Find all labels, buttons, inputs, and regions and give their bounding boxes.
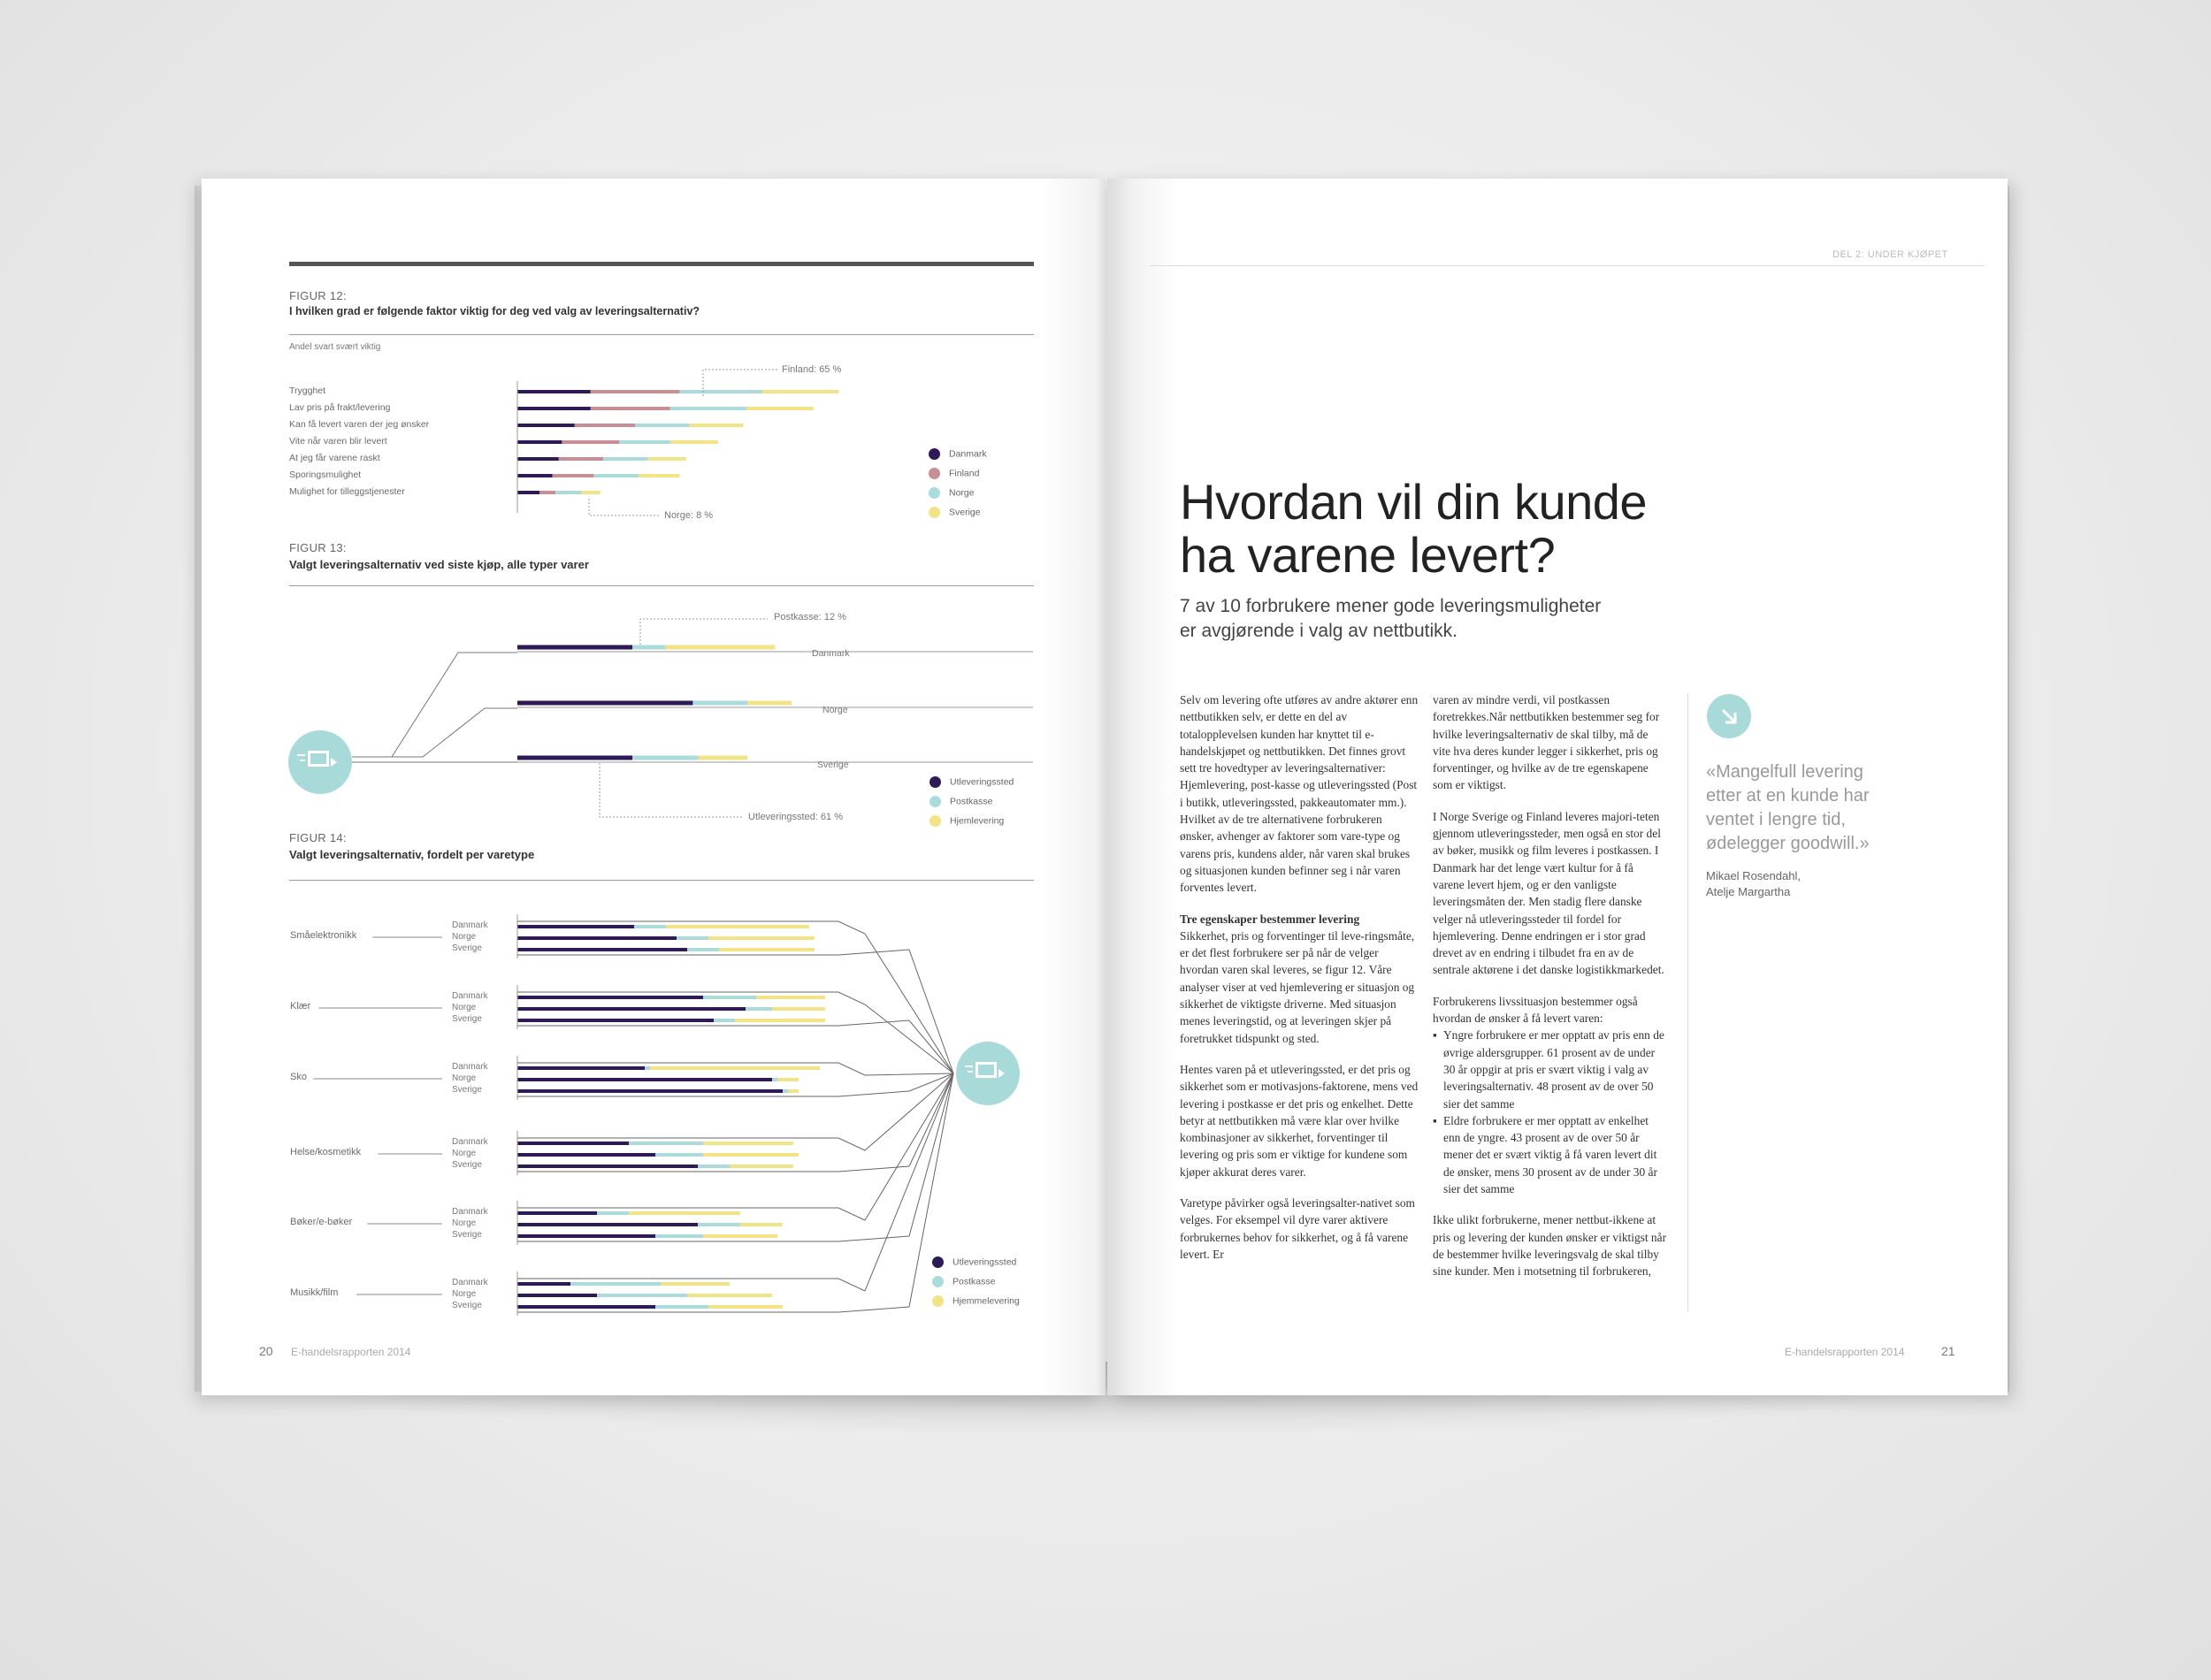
fig14-bar-postkasse <box>783 1089 788 1093</box>
fig14-bar-utleveringssted <box>517 948 687 951</box>
fig14-country-label: Sverige <box>452 1160 482 1170</box>
fig14-country-label: Sverige <box>452 1230 482 1240</box>
fig14-bar-postkasse <box>597 1211 629 1215</box>
fig13-label: FIGUR 13: <box>289 541 347 554</box>
fig12-subtitle: Andel svart svært viktig <box>289 342 381 352</box>
fig14-country-label: Sverige <box>452 1085 482 1095</box>
paragraph: varen av mindre verdi, vil postkassen foretrekkes.Når nettbutikken bestemmer seg for hvilke leveringsalternativ de skal tilby, må de vite hva deres kunder legger i sikkerhet, pris og forventinger, og hvilke av de tre egenskapene som er viktigst. <box>1433 693 1660 792</box>
fig14-connector <box>517 1020 953 1073</box>
fig14-bar-utleveringssted <box>517 1282 570 1286</box>
fig12-label: FIGUR 12: <box>289 289 347 302</box>
right-page <box>1107 179 2008 1395</box>
fig13-callout-top: Postkasse: 12 % <box>774 612 846 622</box>
fig14-connector <box>517 1073 953 1172</box>
quote-author-org: Atelje Margartha <box>1706 885 1791 898</box>
fig14-bar-hjemmelevering <box>708 936 815 940</box>
paragraph: Sikkerhet, pris og forventinger til leve-ringsmåte, er det flest forbrukere ser på når de velger hvordan varen skal leveres, se figur 12. Våre analyser viser at ved hjemlevering er situasjon og sikkerhet de viktigste driverne. Med situasjon menes leveringstid, og at leveringen skjer på foretrukket tidspunkt og sted. <box>1180 928 1415 1045</box>
bullet-item: ▪ Eldre forbrukere er mer opptatt av enkelhet enn de yngre. 43 prosent av de over 50 år mener det er svært viktig å få varen levert dit de ønsker, mens 30 prosent av de under 30 år sier det samme <box>1443 1112 1667 1197</box>
fig14-bar-hjemmelevering <box>661 1282 730 1286</box>
fig14-connector <box>517 1073 953 1150</box>
legend-text: Utleveringssted <box>950 776 1014 788</box>
delivery-truck-icon <box>956 1042 1020 1105</box>
paragraph: Ikke ulikt forbrukerne, mener nettbut-ikkene at pris og levering der kunden ønsker er viktigst når de bestemmer hvilke leveringsvalg de skal tilby sine kunder. Men i motsetning til forbrukeren, <box>1433 1213 1667 1279</box>
fig14-country-label: Danmark <box>452 991 488 1001</box>
fig14-country-label: Sverige <box>452 1301 482 1310</box>
fig14-country-label: Norge <box>452 1003 477 1012</box>
body-column-1 <box>1180 691 1419 1277</box>
legend-dot <box>932 1295 944 1307</box>
fig14-bar-hjemmelevering <box>730 1165 793 1168</box>
fig12-callout-top: Finland: 65 % <box>782 364 842 375</box>
fig14-group-label: Småelektronikk <box>290 930 357 941</box>
fig12-category-label: Lav pris på frakt/levering <box>289 402 391 413</box>
paragraph: Selv om levering ofte utføres av andre aktører enn nettbutikken selv, er dette en del av totalopplevelsen kunden har knyttet til e-handelskjøpet og nettbutikken. Det finnes grovt sett tre hovedtyper av leveringsalternativer: Hjemlevering, post-kasse og utleveringssted (Post i butikk, utleveringssted, pakkeautomater mm.). Hvilket av de tre alternativene forbrukeren ønsker, avhenger av faktorer som vare-type og varens pris, kundens alder, når varen skal brukes og situasjonen kunden befinner seg i når varen forventes levert. <box>1180 693 1419 895</box>
fig12-category-label: Mulighet for tilleggstjenester <box>289 486 405 497</box>
body-column-2 <box>1433 691 1667 1294</box>
fig14-bar-utleveringssted <box>517 1294 597 1297</box>
fig14-bar-postkasse <box>634 925 666 928</box>
fig14-connector <box>517 1073 953 1220</box>
fig14-bar-postkasse <box>746 1007 772 1011</box>
fig14-title: Valgt leveringsalternativ, fordelt per varetype <box>289 848 535 861</box>
fig14-country-label: Norge <box>452 1073 477 1083</box>
legend-dot <box>932 1256 944 1268</box>
legend-text: Hjemlevering <box>950 815 1005 827</box>
fig14-bar-hjemmelevering <box>756 996 825 999</box>
fig14-bar-postkasse <box>655 1234 703 1238</box>
legend-text: Sverige <box>949 507 981 518</box>
fig14-bar-hjemmelevering <box>687 1294 772 1297</box>
fig14-bar-postkasse <box>655 1305 708 1309</box>
fig14-bar-utleveringssted <box>517 1211 597 1215</box>
fig14-legend-utlevering <box>932 1256 1016 1268</box>
headline-line-2: ha varene levert? <box>1180 527 1556 583</box>
fig14-bar-hjemmelevering <box>788 1089 799 1093</box>
fig13-country-sverige: Sverige <box>817 760 849 770</box>
fig14-bar-utleveringssted <box>517 1223 698 1226</box>
fig13-country-norge: Norge <box>822 705 848 715</box>
fig14-bar-postkasse <box>655 1153 703 1157</box>
fig14-connector <box>517 1073 953 1312</box>
fig14-bar-postkasse <box>629 1142 703 1145</box>
fig14-connector <box>517 1073 953 1241</box>
legend-text: Norge <box>949 487 975 499</box>
fig14-country-label: Norge <box>452 1149 477 1158</box>
pull-quote: «Mangelfull levering etter at en kunde har ventet i lengre tid, ødelegger goodwill.» <box>1706 762 1870 853</box>
fig14-bar-postkasse <box>714 1019 735 1022</box>
page-number: 20 <box>259 1344 273 1358</box>
fig14-bar-postkasse <box>645 1066 650 1070</box>
fig14-bar-hjemmelevering <box>708 1305 783 1309</box>
fig14-bar-hjemmelevering <box>740 1223 783 1226</box>
quote-author <box>1706 868 1801 900</box>
fig14-bar-utleveringssted <box>517 1066 645 1070</box>
fig14-group-label: Musikk/film <box>290 1287 339 1298</box>
fig14-bar-utleveringssted <box>517 1153 655 1157</box>
headline-line-1: Hvordan vil din kunde <box>1180 474 1648 530</box>
headline <box>1180 476 1647 582</box>
fig14-bar-hjemmelevering <box>777 1078 799 1081</box>
page-footer: E-handelsrapporten 2014 <box>291 1346 411 1358</box>
fig14-bar-utleveringssted <box>517 1165 698 1168</box>
fig14-bar-hjemmelevering <box>666 925 809 928</box>
legend-text: Hjemmelevering <box>952 1295 1020 1307</box>
subheadline-line-1: 7 av 10 forbrukere mener gode leveringsmuligheter <box>1180 596 1602 616</box>
fig14-bar-utleveringssted <box>517 936 677 940</box>
fig14-bar-hjemmelevering <box>703 1234 777 1238</box>
fig14-bar-utleveringssted <box>517 996 703 999</box>
fig14-legend-hjemmelevering <box>932 1295 1020 1307</box>
fig14-bar-hjemmelevering <box>719 948 815 951</box>
legend-text: Danmark <box>949 448 987 460</box>
fig14-country-label: Danmark <box>452 1062 488 1072</box>
column-divider <box>1687 693 1688 1312</box>
fig12-category-label: At jeg får varene raskt <box>289 453 380 463</box>
legend-dot <box>932 1276 944 1287</box>
legend-text: Finland <box>949 468 980 479</box>
fig14-bar-hjemmelevering <box>703 1153 799 1157</box>
paragraph: Forbrukerens livssituasjon bestemmer også hvordan de ønsker å få levert varen: <box>1433 994 1638 1026</box>
fig12-category-label: Sporingsmulighet <box>289 470 362 480</box>
fig14-bar-utleveringssted <box>517 1019 714 1022</box>
paragraph: Varetype påvirker også leveringsalter-nativet som velges. For eksempel vil dyre varer aktivere forbrukernes behov for sikkerhet, og å få varene levert. Er <box>1180 1196 1415 1261</box>
fig14-group-label: Sko <box>290 1072 307 1082</box>
fig14-group-label: Klær <box>290 1001 311 1012</box>
legend-text: Postkasse <box>950 796 993 807</box>
section-header: DEL 2: UNDER KJØPET <box>1832 249 1948 260</box>
bullet-list <box>1433 1027 1667 1197</box>
fig14-bar-hjemmelevering <box>772 1007 825 1011</box>
fig12-category-label: Kan få levert varen der jeg ønsker <box>289 419 430 430</box>
quote-author-name: Mikael Rosendahl, <box>1706 869 1801 882</box>
fig13-callout-bottom: Utleveringssted: 61 % <box>748 812 843 822</box>
fig14-bar-utleveringssted <box>517 1007 746 1011</box>
fig14-connector <box>517 992 953 1073</box>
fig14-bar-utleveringssted <box>517 925 634 928</box>
paragraph: I Norge Sverige og Finland leveres majori-teten gjennom utleveringssteder, men også en stor del av bøker, musikk og film leveres i postkassen. I Danmark har det lenge vært kultur for å få varene levert hjem, og er den vanligste leveringsmåten der. Men stadig flere danske velger nå utleveringssteder til fordel for hjemlevering. Denne endringen er i stor grad drevet av en endring i tilbudet fra en av de sentrale aktørene i det danske logistikkmarkedet. <box>1433 809 1664 977</box>
legend-text: Utleveringssted <box>952 1256 1017 1268</box>
fig14-country-label: Norge <box>452 1218 477 1228</box>
left-page <box>202 179 1106 1395</box>
bullet-item: ▪ Yngre forbrukere er mer opptatt av pris enn de øvrige aldersgrupper. 61 prosent av de under 30 år oppgir at pris er svært viktig i valg av leveringsalternativ. 48 prosent av de over 50 sier det samme <box>1443 1027 1667 1111</box>
arrow-down-right-icon <box>1707 694 1751 738</box>
fig14-bar-postkasse <box>703 996 756 999</box>
subheadline <box>1180 594 1601 644</box>
fig14-bar-postkasse <box>677 936 708 940</box>
fig14-country-label: Danmark <box>452 1278 488 1287</box>
fig14-bar-utleveringssted <box>517 1234 655 1238</box>
fig14-country-label: Norge <box>452 1289 477 1299</box>
fig13-country-danmark: Danmark <box>812 648 850 659</box>
fig14-group-label: Bøker/e-bøker <box>290 1217 353 1227</box>
fig14-connector <box>517 950 953 1073</box>
fig14-bar-utleveringssted <box>517 1078 772 1081</box>
fig14-bar-postkasse <box>698 1223 740 1226</box>
fig14-bar-postkasse <box>570 1282 661 1286</box>
legend-text: Postkasse <box>952 1276 996 1287</box>
page-footer: E-handelsrapporten 2014 <box>1785 1346 1905 1358</box>
fig14-connector <box>517 1073 953 1096</box>
fig14-bar-postkasse <box>698 1165 730 1168</box>
page-number: 21 <box>1941 1344 1955 1358</box>
fig14-bar-postkasse <box>772 1078 777 1081</box>
fig12-callout-bottom: Norge: 8 % <box>664 510 714 521</box>
fig14-bar-utleveringssted <box>517 1305 655 1309</box>
fig14-bar-postkasse <box>687 948 719 951</box>
fig14-country-label: Sverige <box>452 1014 482 1024</box>
fig14-country-label: Danmark <box>452 1207 488 1217</box>
arrow-down-right-icon <box>1707 694 1751 738</box>
fig14-country-label: Danmark <box>452 1137 488 1147</box>
fig14-legend-postkasse <box>932 1276 995 1287</box>
paragraph: Hentes varen på et utleveringssted, er det pris og sikkerhet som er motivasjons-faktorene, mens ved levering i postkasse er det pris og enkelhet. Dette betyr at nettbutikken må være klar over hvilke kombinasjoner av sikkerhet, forventinger til levering og pris som er viktige for kundene som kjøper akkurat deres varer. <box>1180 1062 1419 1179</box>
subheading: Tre egenskaper bestemmer levering <box>1180 912 1360 926</box>
fig12-category-label: Trygghet <box>289 386 326 396</box>
fig13-title: Valgt leveringsalternativ ved siste kjøp, alle typer varer <box>289 558 589 571</box>
subheadline-line-2: er avgjørende i valg av nettbutikk. <box>1180 621 1457 641</box>
fig14-bar-hjemmelevering <box>629 1211 740 1215</box>
header-rule <box>1150 265 1985 266</box>
fig14-country-label: Sverige <box>452 943 482 953</box>
fig12-category-label: Vite når varen blir levert <box>289 436 387 447</box>
fig14-bar-hjemmelevering <box>703 1142 793 1145</box>
fig14-bar-postkasse <box>597 1294 687 1297</box>
fig14-country-label: Danmark <box>452 920 488 930</box>
fig14-country-label: Norge <box>452 932 477 942</box>
fig14-bar-hjemmelevering <box>650 1066 820 1070</box>
fig14-label: FIGUR 14: <box>289 831 347 844</box>
fig14-bar-utleveringssted <box>517 1142 629 1145</box>
fig14-bar-utleveringssted <box>517 1089 783 1093</box>
fig14-bar-hjemmelevering <box>735 1019 825 1022</box>
fig14-group-label: Helse/kosmetikk <box>290 1147 362 1157</box>
fig12-title: I hvilken grad er følgende faktor viktig for deg ved valg av leveringsalternativ? <box>289 305 700 317</box>
